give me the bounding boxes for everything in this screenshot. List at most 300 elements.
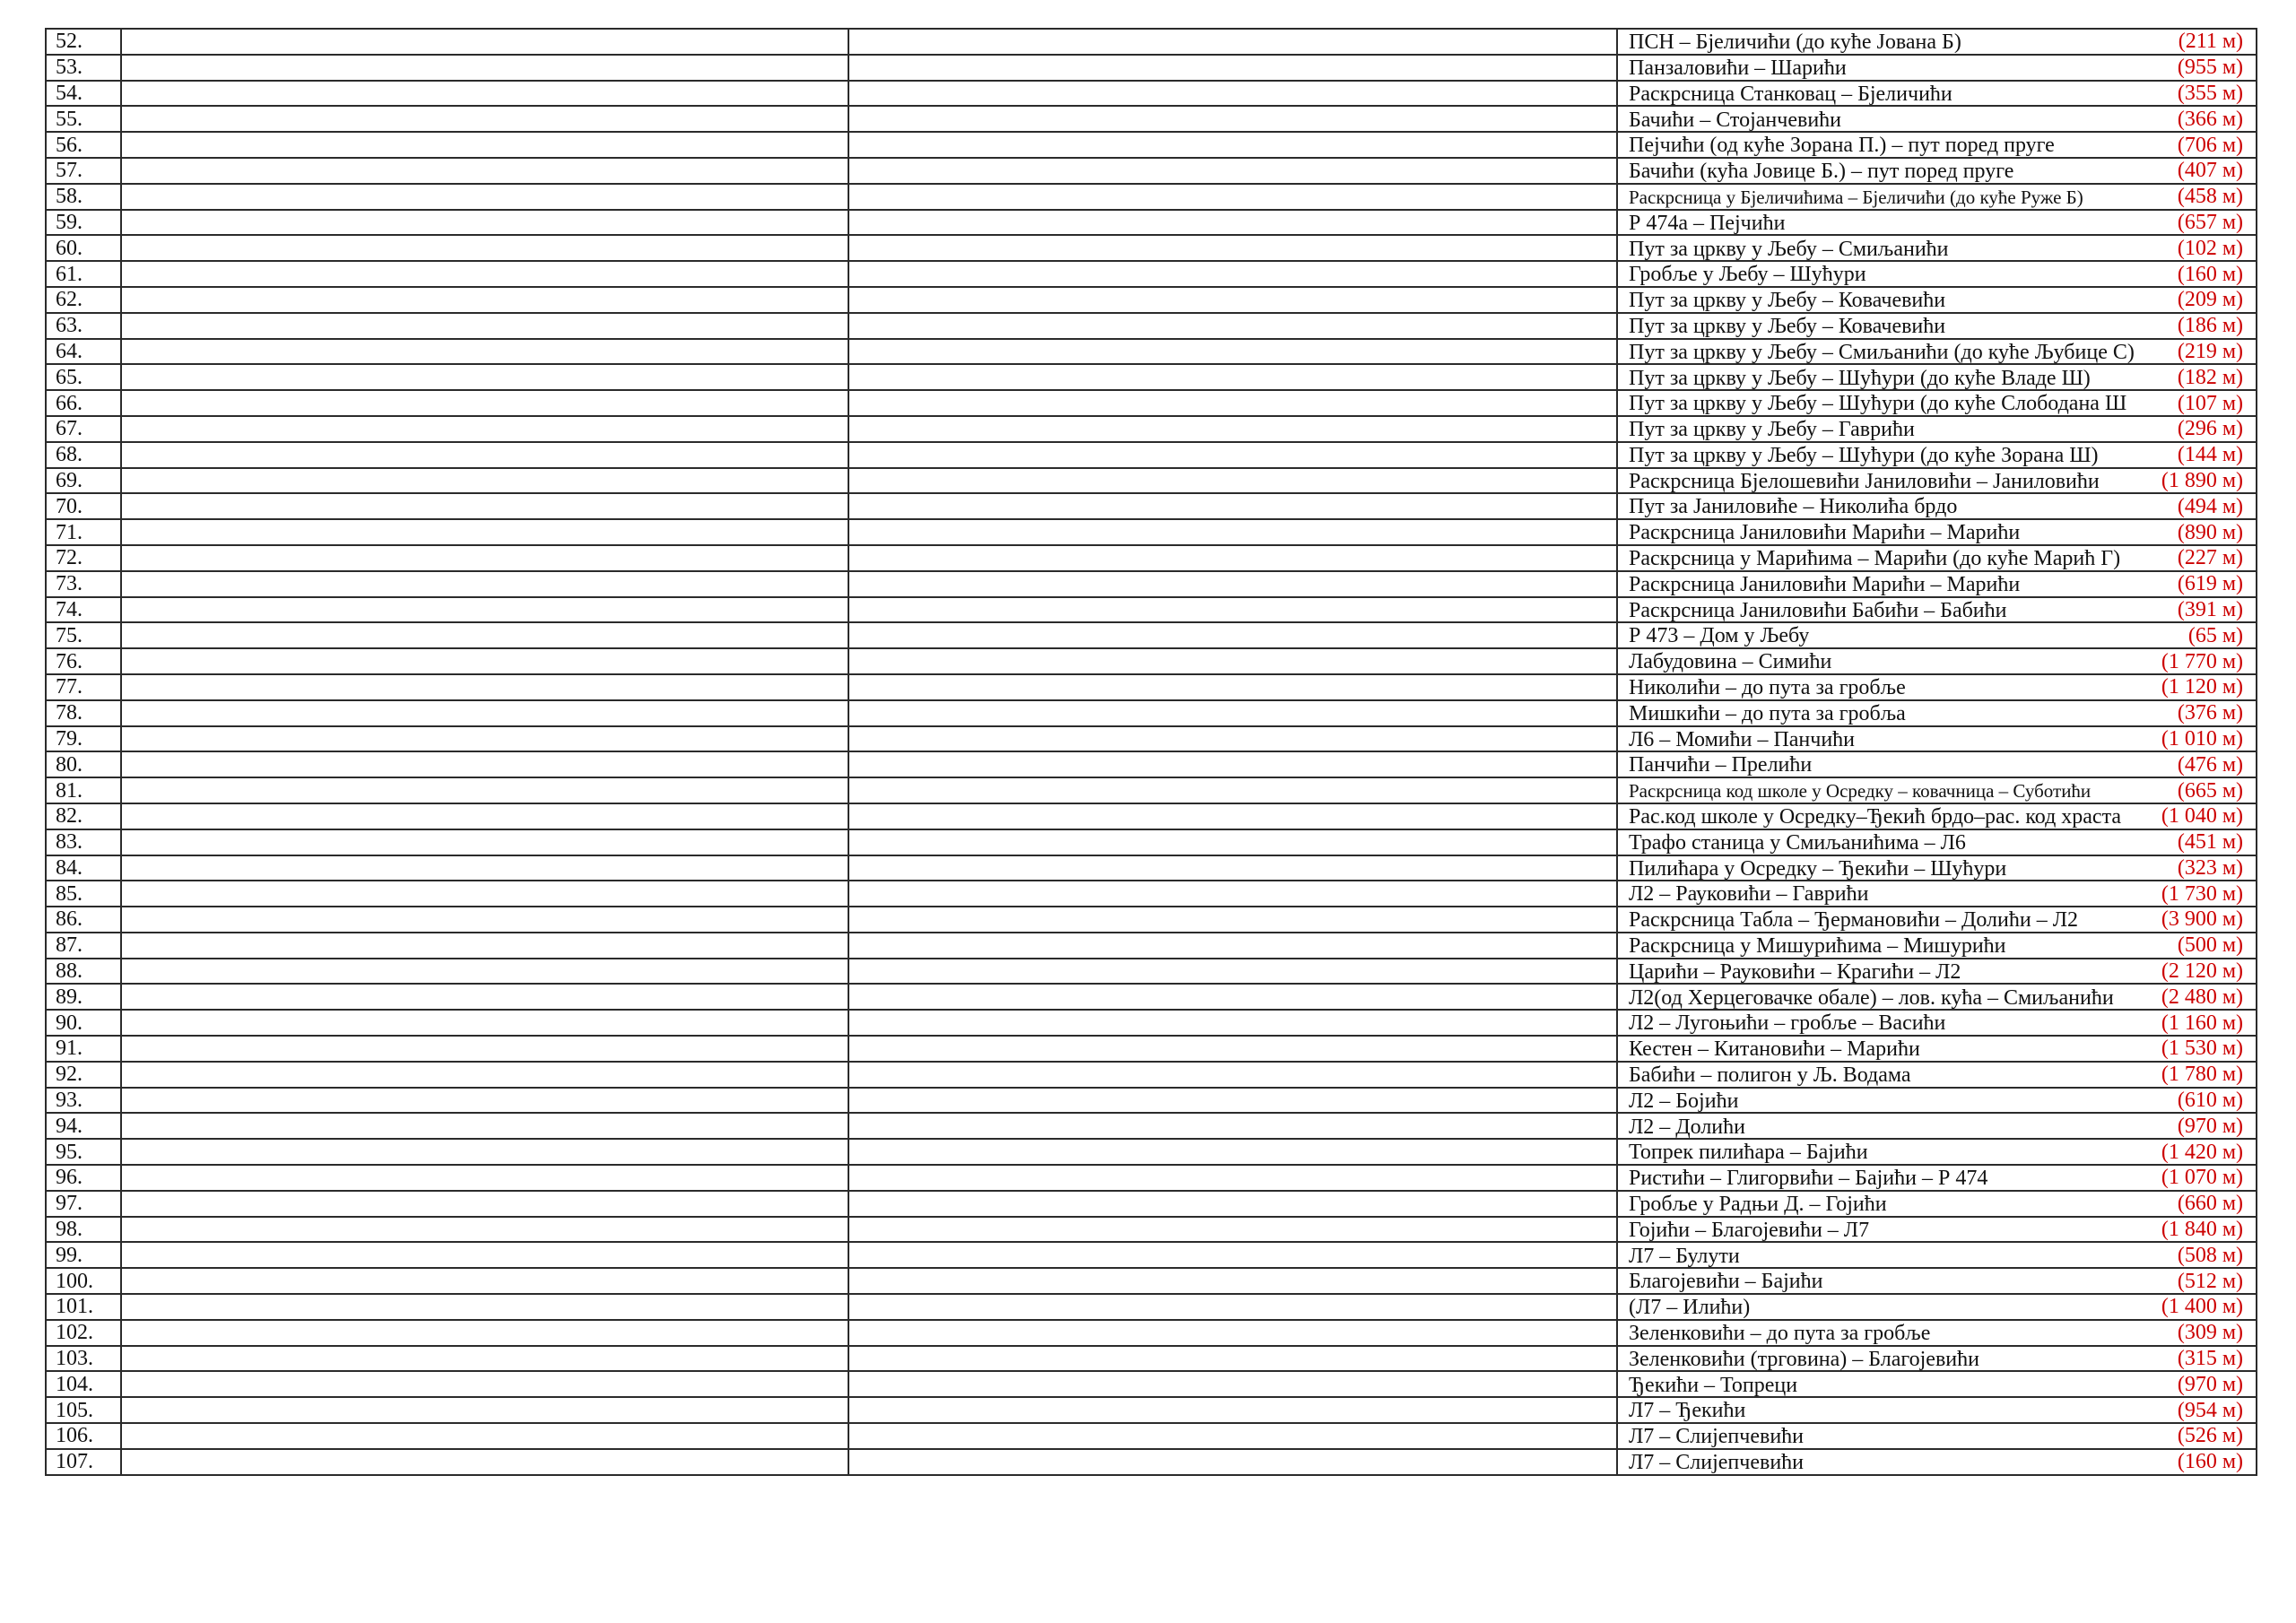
empty-cell	[848, 1165, 1617, 1191]
road-name: Ђекићи – Топреци	[1629, 1374, 1798, 1396]
road-length: (512 м)	[2177, 1269, 2243, 1293]
table-row	[46, 1320, 2257, 1346]
table-row	[46, 674, 2257, 700]
row-number: 100.	[46, 1268, 121, 1294]
road-name: Раскрсница Јаниловићи Марићи – Марићи	[1629, 522, 2021, 544]
road-name: Трафо станица у Смиљанићима – Л6	[1629, 831, 1966, 854]
table-row	[46, 1010, 2257, 1036]
table-row	[46, 1088, 2257, 1114]
road-cell	[1617, 158, 2257, 184]
row-number: 59.	[46, 210, 121, 236]
table-row	[46, 339, 2257, 365]
table-row	[46, 313, 2257, 339]
road-cell	[1617, 674, 2257, 700]
table-row	[46, 855, 2257, 881]
road-name: Панчићи – Прелићи	[1629, 754, 1813, 777]
row-number: 71.	[46, 519, 121, 545]
table-row	[46, 158, 2257, 184]
empty-cell	[121, 106, 848, 132]
road-length: (227 м)	[2177, 546, 2243, 570]
empty-cell	[121, 493, 848, 519]
road-cell	[1617, 1217, 2257, 1243]
road-length: (1 770 м)	[2161, 649, 2243, 673]
empty-cell	[848, 390, 1617, 416]
road-cell	[1617, 1371, 2257, 1397]
road-name: Бабићи – полигон у Љ. Водама	[1629, 1064, 1911, 1087]
empty-cell	[848, 210, 1617, 236]
table-row	[46, 493, 2257, 519]
empty-cell	[121, 1423, 848, 1449]
road-name: Мишкићи – до пута за гробља	[1629, 702, 1906, 725]
road-name: Пут за цркву у Љебу – Ковачевићи	[1629, 290, 1946, 312]
road-name: Раскрсница код школе у Осредку – ковачница – Суботићи	[1629, 780, 2092, 803]
empty-cell	[121, 261, 848, 287]
row-number: 97.	[46, 1191, 121, 1217]
empty-cell	[848, 1294, 1617, 1320]
road-cell	[1617, 1010, 2257, 1036]
road-name: Л2 – Лугоњићи – гробље – Васићи	[1629, 1012, 1946, 1035]
empty-cell	[848, 1423, 1617, 1449]
table-row	[46, 287, 2257, 313]
road-length: (1 010 м)	[2161, 726, 2243, 751]
road-length: (296 м)	[2177, 417, 2243, 441]
empty-cell	[848, 751, 1617, 777]
road-cell	[1617, 751, 2257, 777]
table-row	[46, 933, 2257, 959]
row-number: 83.	[46, 829, 121, 855]
road-cell	[1617, 235, 2257, 261]
empty-cell	[848, 829, 1617, 855]
row-number: 87.	[46, 933, 121, 959]
road-cell	[1617, 1268, 2257, 1294]
road-length: (182 м)	[2177, 365, 2243, 389]
road-name: Царићи – Рауковићи – Крагићи – Л2	[1629, 960, 1961, 983]
road-cell	[1617, 1113, 2257, 1139]
road-cell	[1617, 132, 2257, 158]
road-cell	[1617, 1139, 2257, 1165]
road-length: (407 м)	[2177, 159, 2243, 183]
table-row	[46, 1113, 2257, 1139]
road-name: Раскрсница Бјелошевићи Јаниловићи – Јаниловићи	[1629, 470, 2100, 492]
empty-cell	[121, 1217, 848, 1243]
table-row	[46, 468, 2257, 494]
road-name: Раскрсница Табла – Ђермановићи – Долићи – Л2	[1629, 909, 2078, 932]
road-length: (1 780 м)	[2161, 1063, 2243, 1087]
road-length: (209 м)	[2177, 288, 2243, 312]
road-length: (2 120 м)	[2161, 959, 2243, 984]
row-number: 61.	[46, 261, 121, 287]
road-name: Благојевићи – Бајићи	[1629, 1271, 1823, 1293]
table-row	[46, 29, 2257, 55]
road-cell	[1617, 1165, 2257, 1191]
road-cell	[1617, 519, 2257, 545]
empty-cell	[121, 1320, 848, 1346]
road-name: Пут за цркву у Љебу – Смиљанићи (до куће Љубице С)	[1629, 341, 2135, 363]
empty-cell	[121, 1139, 848, 1165]
road-name: (Л7 – Илићи)	[1629, 1297, 1751, 1319]
empty-cell	[121, 416, 848, 442]
road-name: Зеленковићи – до пута за гробље	[1629, 1322, 1931, 1344]
empty-cell	[121, 519, 848, 545]
road-length: (451 м)	[2177, 830, 2243, 855]
empty-cell	[121, 1242, 848, 1268]
empty-cell	[848, 416, 1617, 442]
road-length: (1 040 м)	[2161, 804, 2243, 829]
empty-cell	[121, 959, 848, 985]
road-cell	[1617, 339, 2257, 365]
empty-cell	[121, 210, 848, 236]
empty-cell	[848, 1191, 1617, 1217]
road-cell	[1617, 55, 2257, 81]
empty-cell	[848, 855, 1617, 881]
row-number: 75.	[46, 622, 121, 648]
empty-cell	[121, 390, 848, 416]
empty-cell	[121, 235, 848, 261]
empty-cell	[848, 1449, 1617, 1475]
empty-cell	[121, 132, 848, 158]
table-row	[46, 1346, 2257, 1372]
empty-cell	[848, 29, 1617, 55]
table-row	[46, 959, 2257, 985]
table-row	[46, 1139, 2257, 1165]
road-cell	[1617, 1397, 2257, 1423]
road-length: (494 м)	[2177, 494, 2243, 518]
road-name: Раскрсница у Бјеличићима – Бјеличићи (до куће Руже Б)	[1629, 186, 2083, 208]
road-name: Гојићи – Благојевићи – Л7	[1629, 1219, 1870, 1241]
road-cell	[1617, 1346, 2257, 1372]
road-length: (1 160 м)	[2161, 1011, 2243, 1035]
road-length: (376 м)	[2177, 701, 2243, 725]
road-name: Панзаловићи – Шарићи	[1629, 56, 1847, 79]
empty-cell	[848, 364, 1617, 390]
row-number: 92.	[46, 1062, 121, 1088]
road-name: Пејчићи (од куће Зорана П.) – пут поред пруге	[1629, 135, 2055, 157]
road-length: (476 м)	[2177, 752, 2243, 777]
empty-cell	[848, 493, 1617, 519]
table-row	[46, 1062, 2257, 1088]
road-length: (1 840 м)	[2161, 1218, 2243, 1242]
empty-cell	[848, 881, 1617, 907]
empty-cell	[848, 777, 1617, 803]
road-length: (1 730 м)	[2161, 881, 2243, 906]
road-length: (3 900 м)	[2161, 907, 2243, 932]
empty-cell	[121, 881, 848, 907]
empty-cell	[848, 158, 1617, 184]
road-name: Пут за цркву у Љебу – Шућури (до куће Владе Ш)	[1629, 367, 2091, 389]
road-cell	[1617, 933, 2257, 959]
road-name: Л7 – Слијепчевићи	[1629, 1426, 1805, 1448]
road-cell	[1617, 313, 2257, 339]
empty-cell	[121, 1191, 848, 1217]
road-cell	[1617, 1242, 2257, 1268]
empty-cell	[121, 829, 848, 855]
road-cell	[1617, 1191, 2257, 1217]
road-length: (1 890 м)	[2161, 468, 2243, 492]
road-length: (65 м)	[2187, 623, 2243, 647]
empty-cell	[848, 674, 1617, 700]
row-number: 79.	[46, 726, 121, 752]
row-number: 62.	[46, 287, 121, 313]
road-cell	[1617, 81, 2257, 107]
road-cell	[1617, 1294, 2257, 1320]
empty-cell	[121, 726, 848, 752]
empty-cell	[121, 1010, 848, 1036]
table-row	[46, 751, 2257, 777]
row-number: 76.	[46, 648, 121, 674]
empty-cell	[121, 364, 848, 390]
road-length: (219 м)	[2177, 339, 2243, 363]
empty-cell	[848, 984, 1617, 1010]
table-row	[46, 1371, 2257, 1397]
road-cell	[1617, 777, 2257, 803]
table-row	[46, 1036, 2257, 1062]
empty-cell	[848, 1139, 1617, 1165]
road-length: (970 м)	[2177, 1372, 2243, 1396]
road-cell	[1617, 597, 2257, 623]
road-name: Л2 – Бојићи	[1629, 1089, 1739, 1112]
empty-cell	[848, 907, 1617, 933]
empty-cell	[121, 287, 848, 313]
road-cell	[1617, 829, 2257, 855]
empty-cell	[848, 442, 1617, 468]
row-number: 74.	[46, 597, 121, 623]
empty-cell	[848, 1268, 1617, 1294]
empty-cell	[848, 1346, 1617, 1372]
road-name: Раскрсница Јаниловићи Бабићи – Бабићи	[1629, 599, 2007, 621]
road-length: (955 м)	[2177, 56, 2243, 80]
road-cell	[1617, 29, 2257, 55]
road-cell	[1617, 622, 2257, 648]
table-row	[46, 1242, 2257, 1268]
road-length: (315 м)	[2177, 1347, 2243, 1371]
empty-cell	[848, 1113, 1617, 1139]
row-number: 68.	[46, 442, 121, 468]
empty-cell	[848, 726, 1617, 752]
row-number: 72.	[46, 545, 121, 571]
row-number: 89.	[46, 984, 121, 1010]
road-cell	[1617, 468, 2257, 494]
row-number: 107.	[46, 1449, 121, 1475]
road-name: Л6 – Момићи – Панчићи	[1629, 728, 1856, 751]
row-number: 88.	[46, 959, 121, 985]
empty-cell	[121, 907, 848, 933]
row-number: 99.	[46, 1242, 121, 1268]
empty-cell	[848, 1036, 1617, 1062]
table-row	[46, 1449, 2257, 1475]
road-name: Л2 – Рауковићи – Гаврићи	[1629, 883, 1869, 906]
row-number: 65.	[46, 364, 121, 390]
row-number: 56.	[46, 132, 121, 158]
road-length: (186 м)	[2177, 314, 2243, 338]
row-number: 103.	[46, 1346, 121, 1372]
road-length: (107 м)	[2177, 391, 2243, 415]
empty-cell	[121, 571, 848, 597]
row-number: 86.	[46, 907, 121, 933]
row-number: 53.	[46, 55, 121, 81]
row-number: 91.	[46, 1036, 121, 1062]
road-cell	[1617, 106, 2257, 132]
road-length: (1 400 м)	[2161, 1295, 2243, 1319]
row-number: 54.	[46, 81, 121, 107]
table-row	[46, 881, 2257, 907]
empty-cell	[121, 339, 848, 365]
table-row	[46, 803, 2257, 829]
empty-cell	[121, 1062, 848, 1088]
road-name: Бачићи (кућа Јовице Б.) – пут поред пруге	[1629, 161, 2014, 183]
road-cell	[1617, 545, 2257, 571]
road-name: Л7 – Ђекићи	[1629, 1400, 1746, 1422]
road-cell	[1617, 1423, 2257, 1449]
road-name: Р 474а – Пејчићи	[1629, 212, 1786, 234]
road-name: Пут за цркву у Љебу – Шућури (до куће Зорана Ш)	[1629, 444, 2099, 466]
empty-cell	[121, 1165, 848, 1191]
table-row	[46, 1294, 2257, 1320]
row-number: 90.	[46, 1010, 121, 1036]
empty-cell	[848, 597, 1617, 623]
table-row	[46, 106, 2257, 132]
empty-cell	[121, 313, 848, 339]
road-name: ПСН – Бјеличићи (до куће Јована Б)	[1629, 31, 1961, 54]
table-row	[46, 210, 2257, 236]
road-name: Раскрсница у Мишурићима – Мишурићи	[1629, 935, 2006, 958]
empty-cell	[121, 1449, 848, 1475]
road-cell	[1617, 1320, 2257, 1346]
road-name: Раскрсница Станковац – Бјеличићи	[1629, 82, 1952, 105]
road-cell	[1617, 855, 2257, 881]
road-cell	[1617, 700, 2257, 726]
empty-cell	[121, 674, 848, 700]
table-row	[46, 1191, 2257, 1217]
road-length: (1 120 м)	[2161, 675, 2243, 699]
empty-cell	[121, 622, 848, 648]
row-number: 70.	[46, 493, 121, 519]
road-length: (610 м)	[2177, 1089, 2243, 1113]
empty-cell	[848, 622, 1617, 648]
road-name: Ристићи – Глигорвићи – Бајићи – Р 474	[1629, 1167, 1988, 1190]
road-name: Р 473 – Дом у Љебу	[1629, 625, 1810, 647]
row-number: 67.	[46, 416, 121, 442]
road-length: (160 м)	[2177, 1450, 2243, 1474]
empty-cell	[848, 803, 1617, 829]
road-cell	[1617, 261, 2257, 287]
empty-cell	[121, 751, 848, 777]
empty-cell	[848, 571, 1617, 597]
road-length: (102 м)	[2177, 236, 2243, 260]
road-cell	[1617, 416, 2257, 442]
road-cell	[1617, 210, 2257, 236]
table-row	[46, 726, 2257, 752]
table-row	[46, 416, 2257, 442]
row-number: 64.	[46, 339, 121, 365]
road-cell	[1617, 442, 2257, 468]
road-length: (660 м)	[2177, 1192, 2243, 1216]
road-cell	[1617, 287, 2257, 313]
road-cell	[1617, 726, 2257, 752]
empty-cell	[848, 700, 1617, 726]
road-length: (160 м)	[2177, 262, 2243, 286]
row-number: 80.	[46, 751, 121, 777]
empty-cell	[848, 1088, 1617, 1114]
table-row	[46, 442, 2257, 468]
road-name: Кестен – Китановићи – Марићи	[1629, 1038, 1920, 1061]
row-number: 82.	[46, 803, 121, 829]
row-number: 69.	[46, 468, 121, 494]
road-cell	[1617, 803, 2257, 829]
table-row	[46, 907, 2257, 933]
row-number: 55.	[46, 106, 121, 132]
road-name: Пут за цркву у Љебу – Смиљанићи	[1629, 238, 1949, 260]
empty-cell	[121, 29, 848, 55]
empty-cell	[848, 1397, 1617, 1423]
road-name: Л7 – Слијепчевићи	[1629, 1451, 1805, 1473]
empty-cell	[121, 1088, 848, 1114]
row-number: 85.	[46, 881, 121, 907]
road-length: (1 420 м)	[2161, 1140, 2243, 1164]
empty-cell	[848, 313, 1617, 339]
empty-cell	[121, 55, 848, 81]
road-length: (890 м)	[2177, 520, 2243, 544]
road-length: (144 м)	[2177, 443, 2243, 467]
road-length: (391 м)	[2177, 597, 2243, 621]
row-number: 98.	[46, 1217, 121, 1243]
empty-cell	[848, 184, 1617, 210]
empty-cell	[121, 777, 848, 803]
row-number: 58.	[46, 184, 121, 210]
table-row	[46, 1397, 2257, 1423]
road-name: Бачићи – Стојанчевићи	[1629, 108, 1841, 131]
empty-cell	[848, 132, 1617, 158]
table-row	[46, 777, 2257, 803]
table-row	[46, 132, 2257, 158]
table-row	[46, 571, 2257, 597]
road-cell	[1617, 1449, 2257, 1475]
road-name: Лабудовина – Симићи	[1629, 651, 1832, 673]
road-length: (706 м)	[2177, 133, 2243, 157]
row-number: 94.	[46, 1113, 121, 1139]
empty-cell	[121, 1268, 848, 1294]
row-number: 60.	[46, 235, 121, 261]
table-row	[46, 984, 2257, 1010]
road-name: Раскрсница у Марићима – Марићи (до куће Марић Г)	[1629, 548, 2121, 570]
road-name: Л2(од Херцеговачке обале) – лов. кућа – Смиљанићи	[1629, 986, 2114, 1009]
table-row	[46, 1217, 2257, 1243]
road-length: (309 м)	[2177, 1321, 2243, 1345]
road-cell	[1617, 881, 2257, 907]
empty-cell	[121, 158, 848, 184]
road-length: (458 м)	[2177, 185, 2243, 209]
empty-cell	[121, 184, 848, 210]
empty-cell	[121, 1113, 848, 1139]
empty-cell	[121, 1346, 848, 1372]
row-number: 77.	[46, 674, 121, 700]
road-length: (1 070 м)	[2161, 1166, 2243, 1190]
empty-cell	[848, 545, 1617, 571]
empty-cell	[848, 1217, 1617, 1243]
empty-cell	[848, 1242, 1617, 1268]
table-row	[46, 390, 2257, 416]
empty-cell	[121, 1371, 848, 1397]
empty-cell	[121, 984, 848, 1010]
row-number: 96.	[46, 1165, 121, 1191]
road-cell	[1617, 493, 2257, 519]
row-number: 57.	[46, 158, 121, 184]
table-row	[46, 1268, 2257, 1294]
road-name: Л7 – Булути	[1629, 1245, 1740, 1267]
road-length: (500 м)	[2177, 933, 2243, 958]
road-length: (211 м)	[2178, 30, 2243, 54]
table-row	[46, 364, 2257, 390]
road-length: (665 м)	[2177, 778, 2243, 803]
